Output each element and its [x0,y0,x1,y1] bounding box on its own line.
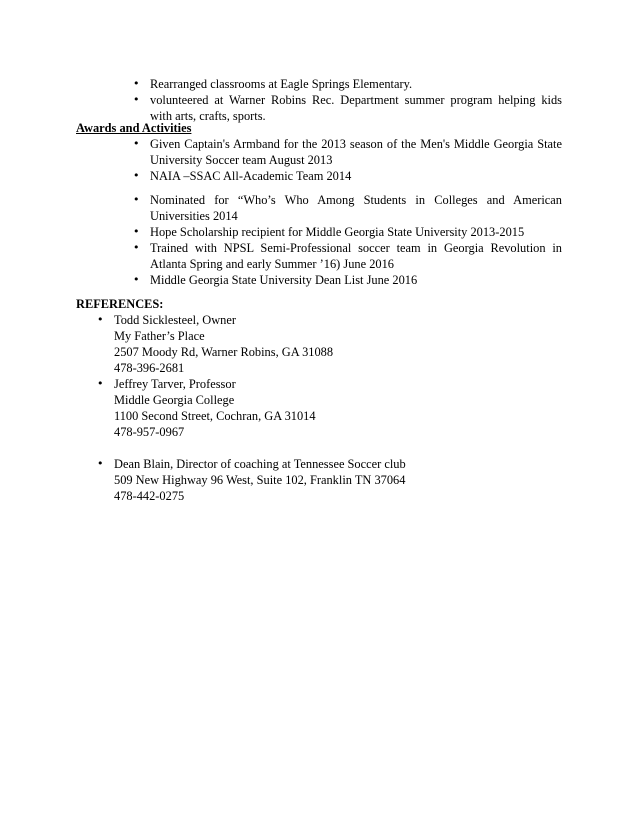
reference-name: • Jeffrey Tarver, Professor [114,377,236,391]
reference-entry [92,312,562,376]
reference-address: 2507 Moody Rd, Warner Robins, GA 31088 [114,345,334,359]
award-item: • Hope Scholarship recipient for Middle Georgia State University 2013-2015 [128,224,562,240]
reference-address: 1100 Second Street, Cochran, GA 31014 [114,409,316,423]
reference-organization: Middle Georgia College [114,393,235,407]
reference-organization: My Father’s Place [114,329,205,343]
award-item: • NAIA –SSAC All-Academic Team 2014 [128,168,562,184]
reference-name: • Todd Sicklesteel, Owner [114,313,236,327]
references-heading: REFERENCES: [76,297,164,311]
experience-item: • Rearranged classrooms at Eagle Springs Elementary. [128,76,562,92]
references-list [92,312,562,504]
reference-address: 509 New Highway 96 West, Suite 102, Franklin TN 37064 [114,473,406,487]
reference-entry [92,456,562,504]
reference-phone: 478-396-2681 [114,361,185,375]
awards-heading: Awards and Activities [76,121,192,135]
reference-phone: 478-957-0967 [114,425,185,439]
reference-name: • Dean Blain, Director of coaching at Tennessee Soccer club [114,457,406,471]
reference-entry [92,376,562,440]
awards-list [128,136,562,288]
reference-phone: 478-442-0275 [114,489,185,503]
experience-list [128,76,562,124]
award-item: • Given Captain's Armband for the 2013 season of the Men's Middle Georgia State University Soccer team August 2013 [128,136,562,168]
award-item: • Trained with NPSL Semi-Professional soccer team in Georgia Revolution in Atlanta Spring and early Summer ’16) June 2016 [128,240,562,272]
award-item: • Middle Georgia State University Dean List June 2016 [128,272,562,288]
award-item: • Nominated for “Who’s Who Among Students in Colleges and American Universities 2014 [128,192,562,224]
experience-item: • volunteered at Warner Robins Rec. Department summer program helping kids with arts, crafts, sports. [128,92,562,124]
